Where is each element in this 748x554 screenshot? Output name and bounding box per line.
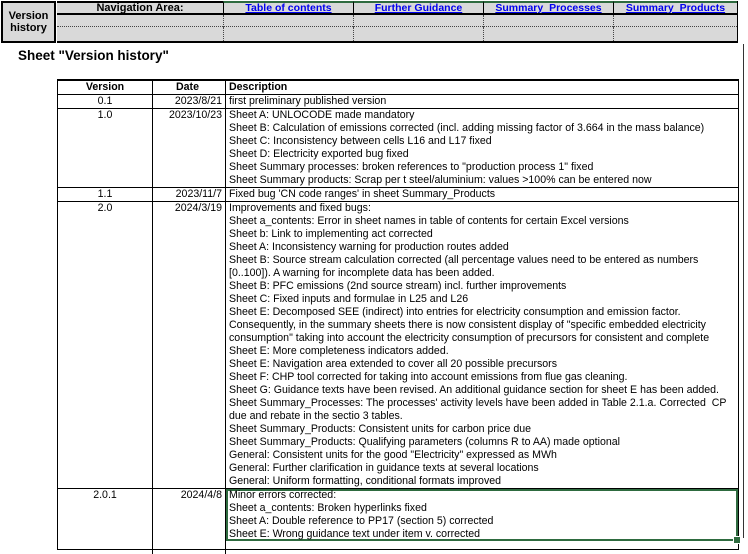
nav-empty-cell xyxy=(57,27,223,41)
page-title: Sheet "Version history" xyxy=(18,48,169,63)
navigation-area xyxy=(57,1,738,43)
description-line: Sheet A: Double reference to PP17 (section 5) corrected xyxy=(229,515,494,527)
nav-link-table-of-contents[interactable]: Table of contents xyxy=(245,2,332,14)
description-line: Sheet E: More completeness indicators added. xyxy=(229,345,449,357)
nav-empty-cell xyxy=(57,15,223,27)
description-line: Sheet B: Source stream calculation corrected (all percentage values need to be entered as numbers xyxy=(229,254,699,266)
nav-empty-cell xyxy=(613,27,737,41)
description-line: Sheet a_contents: Broken hyperlinks fixed xyxy=(229,502,427,514)
nav-cell-table-of-contents xyxy=(223,1,353,15)
description-line: Sheet A: Inconsistency warning for production routes added xyxy=(229,241,509,253)
nav-cell-summary-processes xyxy=(483,1,613,15)
navigation-area-label: Navigation Area: xyxy=(57,1,223,15)
description-cell[interactable] xyxy=(226,95,738,108)
description-line: consumption" taking into account the electricity consumption of precursors for consistent and complete xyxy=(229,332,710,344)
version-cell[interactable]: 2.0.1 xyxy=(58,489,153,541)
description-line: Sheet D: Electricity exported bug fixed xyxy=(229,148,409,160)
table-row xyxy=(58,188,738,202)
header-version[interactable]: Version xyxy=(58,81,153,94)
description-line: Sheet Summary_Products: Qualifying parameters (columns R to AA) made optional xyxy=(229,436,620,448)
table-row xyxy=(58,489,738,541)
nav-cell-further-guidance xyxy=(353,1,483,15)
column-gridline xyxy=(743,44,744,538)
description-line: Sheet B: PFC emissions (2nd source stream) incl. further improvements xyxy=(229,280,567,292)
sheet-tab-version-history[interactable]: Version history xyxy=(1,1,56,43)
header-date[interactable]: Date xyxy=(153,81,226,94)
description-line: General: Uniform formatting, conditional formats improved xyxy=(229,475,502,487)
description-line: Minor errors corrected: xyxy=(229,489,337,501)
version-cell[interactable]: 2.0 xyxy=(58,202,153,488)
description-line: Sheet E: Navigation area extended to cover all 20 possible precursors xyxy=(229,358,558,370)
date-cell[interactable] xyxy=(153,541,226,554)
date-cell[interactable]: 2023/8/21 xyxy=(153,95,226,108)
description-line: Sheet C: Inconsistency between cells L16 and L17 fixed xyxy=(229,135,492,147)
date-cell[interactable]: 2023/11/7 xyxy=(153,188,226,201)
description-line: Sheet Summary products: Scrap per t steel/aluminium: values >100% can be entered now xyxy=(229,174,652,186)
description-line: Sheet A: UNLOCODE made mandatory xyxy=(229,109,415,121)
description-line: Sheet B: Calculation of emissions corrected (incl. adding missing factor of 3.664 in the mass balance) xyxy=(229,122,705,134)
table-row xyxy=(58,95,738,109)
description-line: Sheet E: Decomposed SEE (indirect) into entries for electricity consumption and emission factor. xyxy=(229,306,681,318)
description-line: due and rebate in the sectio 3 tables. xyxy=(229,410,403,422)
description-line: General: Consistent units for the good "Electricity" expressed as MWh xyxy=(229,449,557,461)
date-cell[interactable]: 2023/10/23 xyxy=(153,109,226,187)
description-line: Sheet G: Guidance texts have been revised. An additional guidance section for sheet E has been added. xyxy=(229,384,720,396)
table-header-row xyxy=(58,81,738,95)
version-cell[interactable] xyxy=(58,541,153,554)
description-line: Improvements and fixed bugs: xyxy=(229,202,371,214)
description-line: Sheet C: Fixed inputs and formulae in L25 and L26 xyxy=(229,293,469,305)
version-cell[interactable]: 0.1 xyxy=(58,95,153,108)
date-cell[interactable]: 2024/3/19 xyxy=(153,202,226,488)
nav-empty-cell xyxy=(353,15,483,27)
description-line: Sheet E: Wrong guidance text under item v. corrected xyxy=(229,528,481,540)
table-row xyxy=(58,109,738,188)
description-cell[interactable] xyxy=(226,541,738,554)
description-line: Sheet Summary_Products: Consistent units for carbon price due xyxy=(229,423,532,435)
version-cell[interactable]: 1.1 xyxy=(58,188,153,201)
description-line: Consequently, in the summary sheets there is now consistent display of "specific embedded electricity xyxy=(229,319,706,331)
nav-cell-summary-products xyxy=(613,1,737,15)
version-history-table xyxy=(57,79,739,550)
description-line: Sheet a_contents: Error in sheet names in table of contents for certain Excel versions xyxy=(229,215,629,227)
nav-empty-cell xyxy=(483,27,613,41)
nav-empty-cell xyxy=(613,15,737,27)
description-line: [0..100]). A warning for incomplete data has been added. xyxy=(229,267,495,279)
nav-empty-cell xyxy=(223,27,353,41)
nav-empty-cell xyxy=(353,27,483,41)
description-line: Fixed bug 'CN code ranges' in sheet Summary_Products xyxy=(229,188,496,200)
nav-empty-cell xyxy=(223,15,353,27)
version-cell[interactable]: 1.0 xyxy=(58,109,153,187)
nav-empty-cell xyxy=(483,15,613,27)
description-line: Sheet Summary_Processes: The processes' activity levels have been added in Table 2.1.a. Corrected CP xyxy=(229,397,727,409)
nav-link-summary-products[interactable]: Summary_Products xyxy=(625,2,726,14)
description-line: General: Further clarification in guidance texts at several locations xyxy=(229,462,539,474)
nav-link-further-guidance[interactable]: Further Guidance xyxy=(374,2,463,14)
header-description[interactable]: Description xyxy=(229,81,288,93)
description-line: Sheet Summary processes: broken references to "production process 1" fixed xyxy=(229,161,594,173)
description-cell[interactable] xyxy=(226,202,738,488)
empty-row xyxy=(58,541,738,549)
description-line: first preliminary published version xyxy=(229,95,387,107)
description-line: Sheet F: CHP tool corrected for taking into account emissions from flue gas cleaning. xyxy=(229,371,628,383)
description-line: Sheet b: Link to implementing act corrected xyxy=(229,228,433,240)
nav-link-summary-processes[interactable]: Summary_Processes xyxy=(495,2,602,14)
description-cell[interactable] xyxy=(226,489,738,541)
table-row xyxy=(58,202,738,489)
date-cell[interactable]: 2024/4/8 xyxy=(153,489,226,541)
description-cell[interactable] xyxy=(226,109,738,187)
description-cell[interactable] xyxy=(226,188,738,201)
